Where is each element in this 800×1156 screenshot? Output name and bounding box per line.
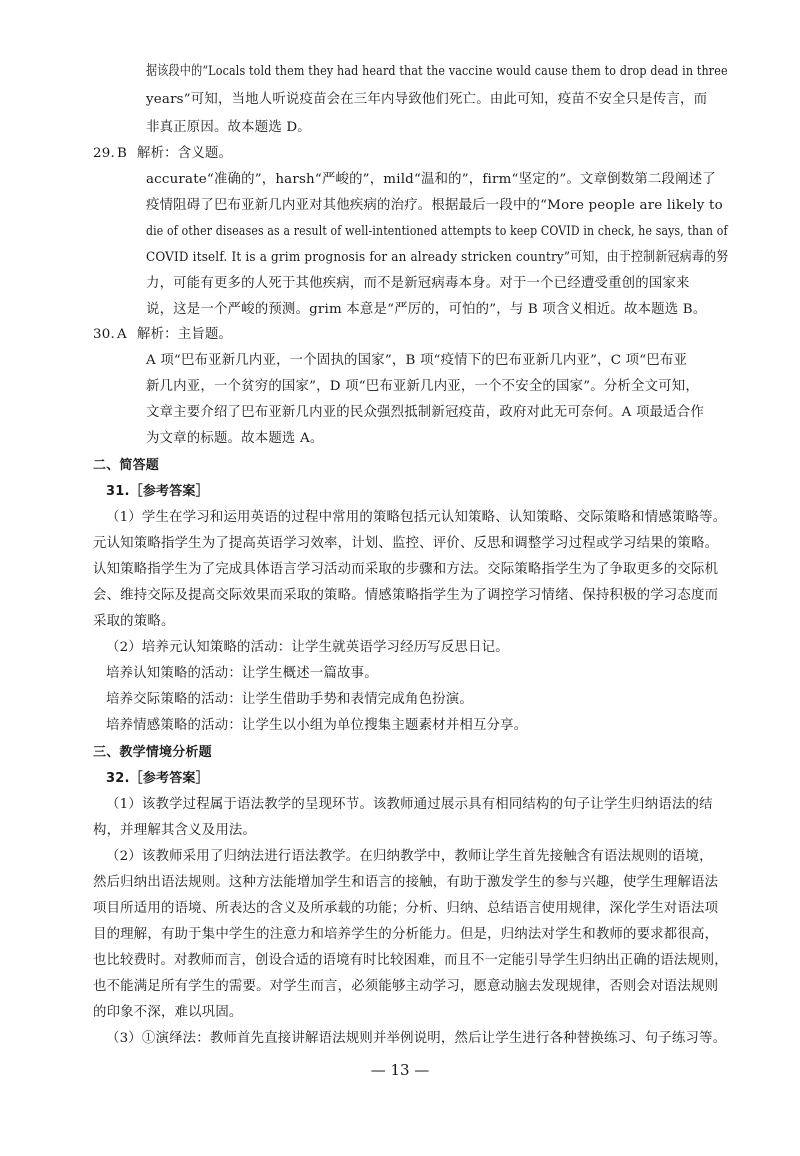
q28-line-2: years”可知，当地人听说疫苗会在三年内导致他们死亡。由此可知，疫苗不安全只是传言，而 [146, 92, 708, 107]
q31-p1-line-1: （1）学生在学习和运用英语的过程中常用的策略包括元认知策略、认知策略、交际策略和情感策略等。 [106, 510, 727, 525]
q29-line-4: COVID itself. It is a grim prognosis for an already stricken country”可知，由于控制新冠病毒的努 [146, 250, 729, 265]
q30-answer: A [117, 327, 127, 342]
q29-line-6: 说，这是一个严峻的预测。grim 本意是“严厉的，可怕的”，与 B 项含义相近。故本题选 B。 [146, 302, 707, 317]
page-number: — 13 — [370, 1061, 430, 1079]
q32-p2-line-7: 的印象不深，难以巩固。 [93, 1005, 243, 1020]
section-2-heading: 二、简答题 [93, 458, 160, 473]
q30-line-3: 文章主要介绍了巴布亚新几内亚的民众强烈抵制新冠疫苗，政府对此无可奈何。A 项最适合作 [146, 405, 704, 420]
q32-p3-line-1: （3）①演绎法：教师首先直接讲解语法规则并举例说明，然后让学生进行各种替换练习、句子练习等。 [106, 1031, 727, 1046]
q30-header [93, 326, 232, 344]
q30-label: 解析：主旨题。 [137, 327, 233, 342]
q32-p2-line-1: （2）该教师采用了归纳法进行语法教学。在归纳教学中，教师让学生首先接触含有语法规则的语境， [106, 849, 713, 864]
q31-p2-line-3: 培养交际策略的活动：让学生借助手势和表情完成角色扮演。 [106, 692, 473, 707]
q29-line-1: accurate“准确的”，harsh“严峻的”，mild“温和的”，firm“坚定的”。文章倒数第二段阐述了 [146, 172, 716, 187]
q29-line-3: die of other diseases as a result of well-intentioned attempts to keep COVID in check, he says, than of [146, 224, 728, 239]
q30-line-1: A 项“巴布亚新几内亚，一个固执的国家”，B 项“疫情下的巴布亚新几内亚”，C 项“巴布亚 [146, 353, 688, 368]
q30-line-2: 新几内亚，一个贫穷的国家”，D 项“巴布亚新几内亚，一个不安全的国家”。分析全文可知， [146, 379, 699, 394]
q29-header [93, 145, 232, 163]
q30-line-4: 为文章的标题。故本题选 A。 [146, 431, 324, 446]
q30-number: 30. [93, 327, 115, 342]
q31-p1-line-3: 认知策略指学生为了完成具体语言学习活动而采取的步骤和方法。交际策略指学生为了争取更多的交际机 [93, 562, 719, 577]
q32-p2-line-3: 项目所适用的语境、所表达的含义及所承载的功能；分析、归纳、总结语言使用规律，深化学生对语法项 [93, 901, 719, 916]
q29-label: 解析：含义题。 [137, 146, 233, 161]
q32-label: 32.［参考答案］ [106, 771, 209, 786]
q31-p1-line-5: 采取的策略。 [93, 614, 175, 629]
q31-p2-line-4: 培养情感策略的活动：让学生以小组为单位搜集主题素材并相互分享。 [106, 718, 528, 733]
q31-p1-line-2: 元认知策略指学生为了提高英语学习效率，计划、监控、评价、反思和调整学习过程或学习结果的策略。 [93, 536, 719, 551]
q28-line-3: 非真正原因。故本题选 D。 [146, 120, 311, 135]
q32-p2-line-4: 目的理解，有助于集中学生的注意力和培养学生的分析能力。但是，归纳法对学生和教师的要求都很高， [93, 927, 719, 942]
q32-p1-line-2: 构，并理解其含义及用法。 [93, 823, 257, 838]
q29-line-2: 疫情阻碍了巴布亚新几内亚对其他疾病的治疗。根据最后一段中的“More people are likely to [146, 198, 723, 213]
section-3-heading: 三、教学情境分析题 [93, 745, 212, 760]
q31-label: 31.［参考答案］ [106, 484, 209, 499]
q32-p2-line-6: 也不能满足所有学生的需要。对学生而言，必须能够主动学习，愿意动脑去发现规律，否则会对语法规则 [93, 979, 719, 994]
q29-number: 29. [93, 146, 115, 161]
q32-p1-line-1: （1）该教学过程属于语法教学的呈现环节。该教师通过展示具有相同结构的句子让学生归纳语法的结 [106, 797, 713, 812]
q29-line-5: 力，可能有更多的人死于其他疾病，而不是新冠病毒本身。对于一个已经遭受重创的国家来 [146, 276, 690, 291]
q32-p2-line-5: 也比较费时。对教师而言，创设合适的语境有时比较困难，而且不一定能引导学生归纳出正确的语法规则， [93, 953, 728, 968]
q32-p2-line-2: 然后归纳出语法规则。这种方法能增加学生和语言的接触，有助于激发学生的参与兴趣，使学生理解语法 [93, 875, 719, 890]
q31-p2-line-2: 培养认知策略的活动：让学生概述一篇故事。 [106, 666, 378, 681]
q31-p2-line-1: （2）培养元认知策略的活动：让学生就英语学习经历写反思日记。 [106, 640, 509, 655]
q29-answer: B [117, 146, 128, 161]
q28-line-1: 据该段中的“Locals told them they had heard that the vaccine would cause them to drop dead in three [146, 64, 728, 79]
q31-p1-line-4: 会、维持交际及提高交际效果而采取的策略。情感策略指学生为了调控学习情绪、保持积极的学习态度而 [93, 588, 719, 603]
